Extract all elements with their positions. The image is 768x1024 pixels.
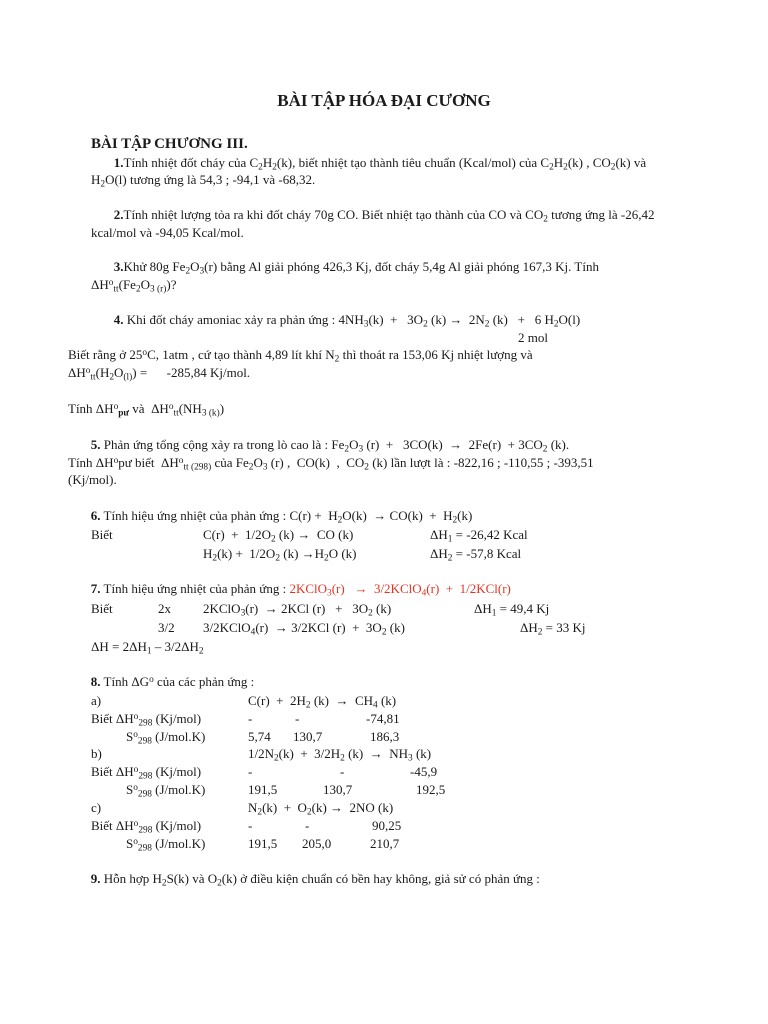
problem-8b-s-label: $S^o_{298}$ (J/mol.K) <box>126 782 206 800</box>
problem-6-biet: Biết <box>91 527 113 542</box>
problem-8b-tag: b) <box>91 746 102 761</box>
problem-8b-s-1: 191,5 <box>248 782 278 797</box>
problem-7-coef-1: 2x <box>158 601 171 616</box>
problem-7-line-1: 7. Tính hiệu ứng nhiệt của phản ứng : 2KClO$_3$(r) → 3/2KClO$_4$(r) + 1/2KCl(r) <box>90 581 511 599</box>
problem-8a-h-label: Biết $\Delta H^o_{298}$ (Kj/mol) <box>91 711 202 729</box>
problem-8a-s-3: 186,3 <box>370 729 400 744</box>
problem-4-line-2: Biết rằng ở 25$^o$C, 1atm , cứ tạo thành 4,89 lít khí $N_2$ thì thoát ra 153,06 Kj nhiệt lượng và <box>68 347 533 365</box>
problem-6-enthalpy-1: $\Delta H_1 = -26,42$ Kcal <box>430 527 528 545</box>
problem-8a-h-3: -74,81 <box>366 711 400 726</box>
problem-8b-h-3: -45,9 <box>410 764 438 779</box>
problem-number: 2. <box>113 207 124 222</box>
problem-7-reaction-2: 3/2KClO$_4$(r) → 3/2KCl $(r) + 3O_2$ (k) <box>203 620 405 638</box>
problem-8a-s-label: $S^o_{298}$ (J/mol.K) <box>126 729 206 747</box>
problem-8c-tag: c) <box>91 800 102 815</box>
problem-number: 5. <box>90 437 101 452</box>
problem-number: 8. <box>90 674 101 689</box>
problem-7-delta-h: $\Delta H = 2\Delta H_1 - 3/2\Delta H_2$ <box>91 639 204 657</box>
problem-8b-h-label: Biết $\Delta H^o_{298}$ (Kj/mol) <box>91 764 202 782</box>
problem-8b-reaction: $1/2N_2(k) + 3/2H_2$ $(k) \to NH_3$ (k) <box>248 746 432 764</box>
problem-7-reaction-1: 2KClO$_3$(r) → 2KCl $(r) + 3O_2$ (k) <box>203 601 392 619</box>
problem-1-line-2: $H_2O(l)$ tương ứng là 54,3 ; -94,1 và -68,32. <box>91 172 316 190</box>
problem-2-line-2: kcal/mol và -94,05 Kcal/mol. <box>91 225 244 240</box>
problem-4-line-3: $\Delta H^o_{tt}(H_2O_{(l)})$ = -285,84 Kj/mol. <box>68 365 251 383</box>
problem-2-line-1: 2.Tính nhiệt lượng tỏa ra khi đốt cháy 70g CO. Biết nhiệt tạo thành của CO và $CO_2$ tương ứng là -26,42 <box>113 207 655 225</box>
problem-7-coef-2: 3/2 <box>158 620 175 635</box>
problem-8c-s-2: 205,0 <box>302 836 332 851</box>
section-heading: BÀI TẬP CHƯƠNG III. <box>91 136 248 152</box>
problem-8c-s-3: 210,7 <box>370 836 400 851</box>
problem-8-line-1: 8. Tính $\Delta G^o$ của các phản ứng : <box>90 674 255 689</box>
problem-number: 3. <box>113 259 124 274</box>
problem-number: 6. <box>90 508 101 523</box>
problem-4-line-4: Tính $\Delta H^o_{pư}$ và $\Delta H^o_{tt}(NH_{3 (k)})$ <box>68 401 225 419</box>
problem-8a-h-1: - <box>248 711 253 726</box>
problem-8a-s-1: 5,74 <box>248 729 271 744</box>
problem-8c-h-label: Biết $\Delta H^o_{298}$ (Kj/mol) <box>91 818 202 836</box>
problem-8a-reaction: $C(r) + 2H_2$ $(k) \to CH_4$ (k) <box>248 693 397 711</box>
problem-6-line-1: 6. Tính hiệu ứng nhiệt của phản ứng : $C(r) + H_2O(k) \to CO(k) + H_2(k)$ <box>90 508 473 526</box>
problem-8a-tag: a) <box>91 693 102 708</box>
problem-7-target-reaction: 2KClO$_3$(r) → 3/2KClO$_4$(r) + 1/2KCl(r) <box>289 581 511 599</box>
problem-9-line-1: 9. Hỗn hợp $H_2S(k)$ và $O_2(k)$ ở điều kiện chuẩn có bền hay không, giả sử có phản ứng : <box>90 871 540 889</box>
problem-6-reaction-1: $C(r) + 1/2O_2$ (k) → CO (k) <box>203 527 354 545</box>
problem-7-biet: Biết <box>91 601 113 616</box>
problem-8a-s-2: 130,7 <box>293 729 323 744</box>
problem-5-line-2: Tính $\Delta H^opư$ biết $\Delta H^o_{tt (298)}$ của $Fe_2O_3$ (r) , CO(k) , $CO_2$ (k) lần lượt là : -822,16 ; -110,55 ; -393,51 <box>68 455 594 473</box>
problem-number: 7. <box>90 581 101 596</box>
problem-3-line-2: $\Delta H^o_{tt}(Fe_2O_{3 (r)})$? <box>91 277 177 295</box>
problem-5-line-1: 5. Phản ứng tổng cộng xảy ra trong lò cao là : $Fe_2O_3$ $(r) + 3CO(k) \to 2Fe(r) + 3CO_2$ (k). <box>90 437 570 455</box>
problem-1-line-1: 1.Tính nhiệt đốt cháy của $C_2H_2(k)$, biết nhiệt tạo thành tiêu chuẩn (Kcal/mol) của $C_2H_2(k)$ , $CO_2(k)$ và <box>113 155 647 173</box>
problem-3-line-1: 3.Khử 80g $Fe_2O_3(r)$ bằng Al giải phóng 426,3 Kj, đốt cháy 5,4g Al giải phóng 167,3 Kj. Tính <box>113 259 599 277</box>
page-title: BÀI TẬP HÓA ĐẠI CƯƠNG <box>277 91 491 110</box>
problem-6-enthalpy-2: $\Delta H_2 = -57,8$ Kcal <box>430 546 522 564</box>
problem-6-reaction-2: $H_2(k) + 1/2O_2$ $(k) \to H_2O$ (k) <box>203 546 357 564</box>
problem-8c-reaction: $N_2(k) + O_2(k) \to 2NO$ (k) <box>248 800 394 818</box>
problem-8b-h-2: - <box>340 764 345 779</box>
problem-8a-h-2: - <box>295 711 300 726</box>
problem-8c-s-label: $S^o_{298}$ (J/mol.K) <box>126 836 206 854</box>
problem-7-enthalpy-1: $\Delta H_1 = 49,4$ Kj <box>474 601 550 619</box>
problem-5-line-3: (Kj/mol). <box>68 472 117 487</box>
problem-8c-h-3: 90,25 <box>372 818 402 833</box>
problem-8c-s-1: 191,5 <box>248 836 278 851</box>
problem-4-mol-note: 2 mol <box>518 330 548 345</box>
problem-8c-h-1: - <box>248 818 253 833</box>
problem-8b-s-2: 130,7 <box>323 782 353 797</box>
problem-8c-h-2: - <box>305 818 310 833</box>
problem-number: 4. <box>113 312 124 327</box>
problem-4-line-1: 4. Khi đốt cháy amoniac xảy ra phản ứng : $4NH_3(k) + 3O_2$ $(k) \to 2N_2$ (k) + 6 $H_2O(l)$ <box>113 312 581 330</box>
problem-number: 9. <box>90 871 101 886</box>
problem-7-enthalpy-2: $\Delta H_2 = 33$ Kj <box>520 620 586 638</box>
problem-number: 1. <box>113 155 124 170</box>
problem-8b-s-3: 192,5 <box>416 782 446 797</box>
problem-8b-h-1: - <box>248 764 253 779</box>
